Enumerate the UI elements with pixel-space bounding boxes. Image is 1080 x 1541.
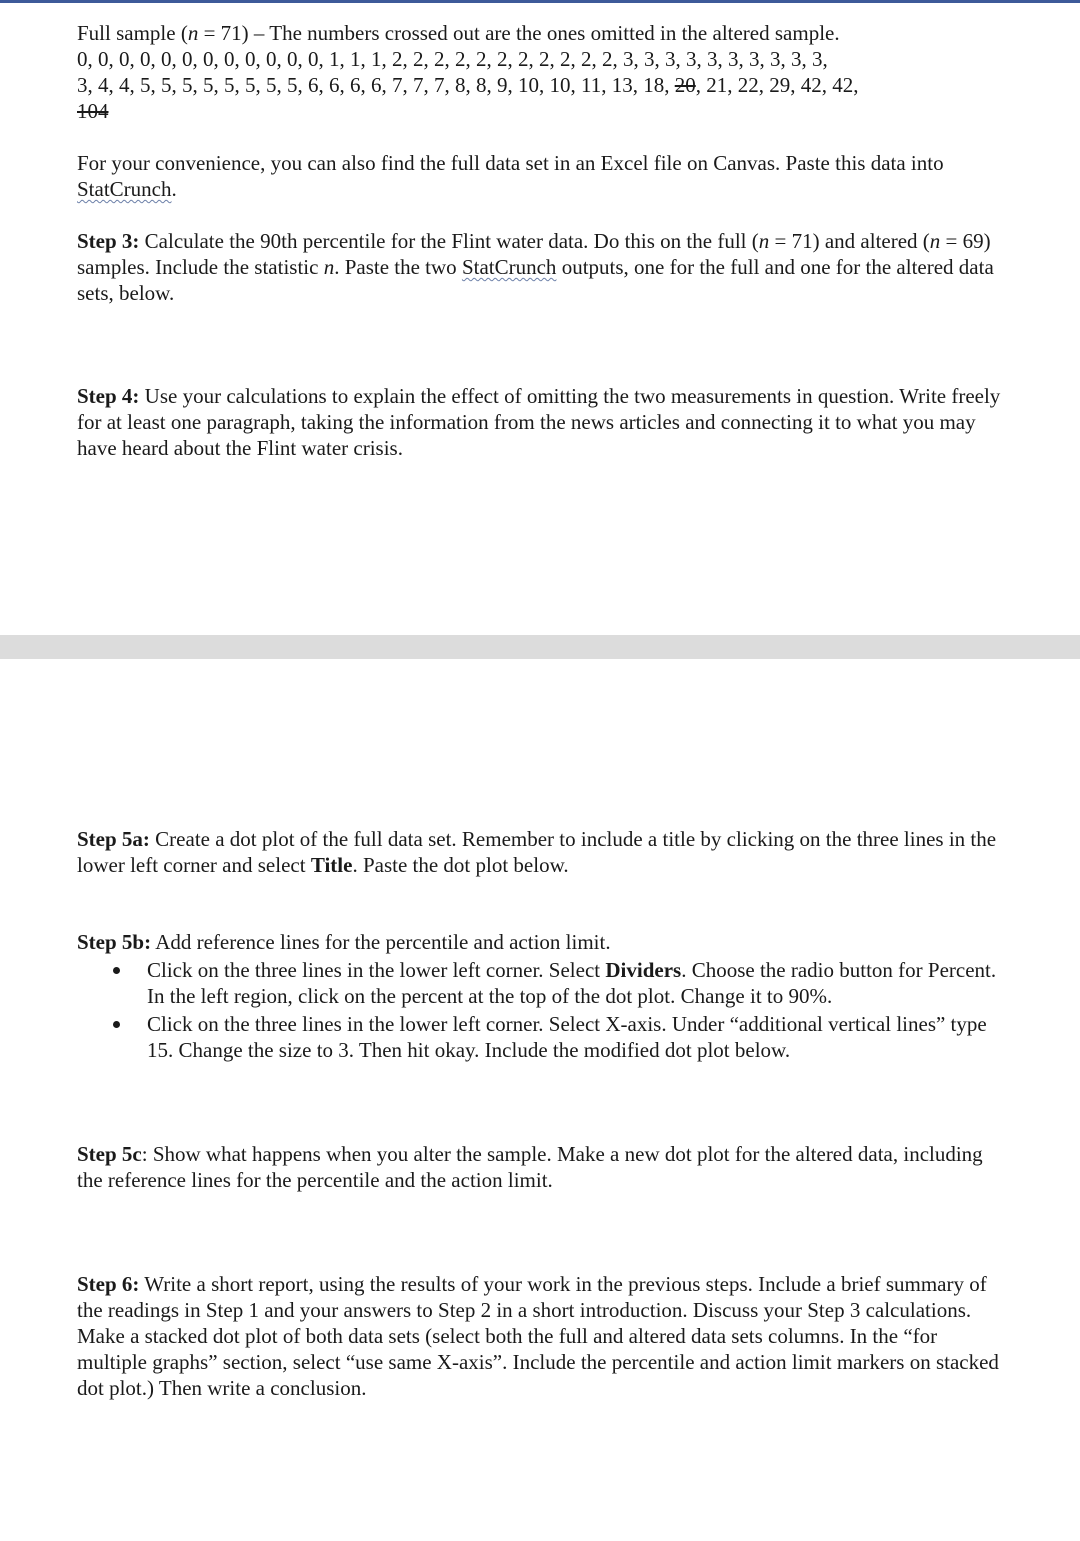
list-item — [77, 957, 1007, 1009]
step-6-label: Step 6: — [77, 1272, 140, 1296]
step-3-text-b: = 71) and altered ( — [769, 229, 930, 253]
step-5a-text-a: Create a dot plot of the full data set. Remember to include a title by clicking on the three lines in the lower left corner and select — [77, 827, 997, 877]
dividers-option: Dividers — [605, 958, 682, 982]
step-5b-paragraph — [77, 929, 1007, 955]
step-3-label: Step 3: — [77, 229, 140, 253]
step-5c-text: : Show what happens when you alter the sample. Make a new dot plot for the altered data, including the reference lines for the percentile and the action limit. — [77, 1142, 983, 1192]
step-6-text: Write a short report, using the results of your work in the previous steps. Include a brief summary of the readings in Step 1 and your answers to Step 2 in a short introduction. Discuss your Step 3 calculations. Make a stacked dot plot of both data sets (select both the full and altered data sets columns. In the “for multiple graphs” section, select “use same X-axis”. Include the percentile and action limit markers on stacked dot plot.) Then write a conclusion. — [77, 1272, 999, 1400]
step-5a-paragraph — [77, 826, 1007, 878]
step-5c-paragraph — [77, 1141, 1007, 1193]
step-4-text: Use your calculations to explain the effect of omitting the two measurements in question. Write freely for at least one paragraph, taking the information from the news articles and connecting it to what you may have heard about the Flint water crisis. — [77, 384, 1001, 460]
step-5b-label: Step 5b: — [77, 930, 152, 954]
omitted-value-104: 104 — [77, 99, 109, 123]
convenience-text: For your convenience, you can also find the full data set in an Excel file on Canvas. Paste this data into — [77, 151, 944, 175]
list-item — [77, 1011, 1007, 1063]
title-option: Title — [310, 853, 353, 877]
data-values-line-2: 3, 4, 4, 5, 5, 5, 5, 5, 5, 5, 5, 6, 6, 6, 6, 7, 7, 7, 8, 8, 9, 10, 10, 11, 13, 18, — [77, 73, 675, 97]
step-5b-text: Add reference lines for the percentile and action limit. — [151, 930, 611, 954]
data-values-line-1: 0, 0, 0, 0, 0, 0, 0, 0, 0, 0, 0, 0, 1, 1, 1, 2, 2, 2, 2, 2, 2, 2, 2, 2, 2, 2, 3, 3, 3, 3, 3, 3, 3, 3, 3, 3, — [77, 47, 828, 71]
full-sample-paragraph — [77, 20, 1007, 124]
full-sample-label: Full sample ( — [77, 21, 188, 45]
n-variable: n — [758, 229, 770, 253]
step-5a-text-b: . Paste the dot plot below. — [352, 853, 569, 877]
statcrunch-term: StatCrunch — [461, 255, 557, 279]
step-3-text-d: . Paste the two — [334, 255, 462, 279]
bullet-2-text: Click on the three lines in the lower left corner. Select X-axis. Under “additional vertical lines” type 15. Change the size to 3. Then hit okay. Include the modified dot plot below. — [147, 1012, 987, 1062]
full-sample-description: = 71) – The numbers crossed out are the ones omitted in the altered sample. — [198, 21, 840, 45]
bullet-1-text-a: Click on the three lines in the lower left corner. Select — [147, 958, 606, 982]
step-5b-bullet-list — [77, 957, 1007, 1065]
convenience-period: . — [171, 177, 177, 201]
step-4-label: Step 4: — [77, 384, 140, 408]
bullet-1-text-b: . Choose the radio button for Percent. In the left region, click on the percent at the top of the dot plot. Change it to 90%. — [147, 958, 997, 1008]
document-page-2 — [0, 659, 1080, 1541]
step-5c-label: Step 5c — [77, 1142, 142, 1166]
page-break — [0, 635, 1080, 659]
omitted-value-20: 20 — [674, 73, 696, 97]
step-3-text-e: outputs, one for the full and one for the altered data sets, below. — [77, 255, 994, 305]
statcrunch-term: StatCrunch — [77, 177, 172, 201]
data-values-line-2-end: , 21, 22, 29, 42, 42, — [695, 73, 859, 97]
step-4-paragraph — [77, 383, 1007, 461]
step-5a-label: Step 5a: — [77, 827, 150, 851]
step-3-text-a: Calculate the 90th percentile for the Flint water data. Do this on the full ( — [139, 229, 759, 253]
step-6-paragraph — [77, 1271, 1007, 1401]
step-3-text-c: = 69) samples. Include the statistic — [77, 229, 991, 279]
convenience-paragraph — [77, 150, 1007, 202]
n-variable: n — [323, 255, 335, 279]
step-3-paragraph — [77, 228, 1007, 306]
n-variable: n — [187, 21, 199, 45]
n-variable: n — [929, 229, 941, 253]
bullet-icon — [113, 967, 120, 974]
bullet-icon — [113, 1021, 120, 1028]
